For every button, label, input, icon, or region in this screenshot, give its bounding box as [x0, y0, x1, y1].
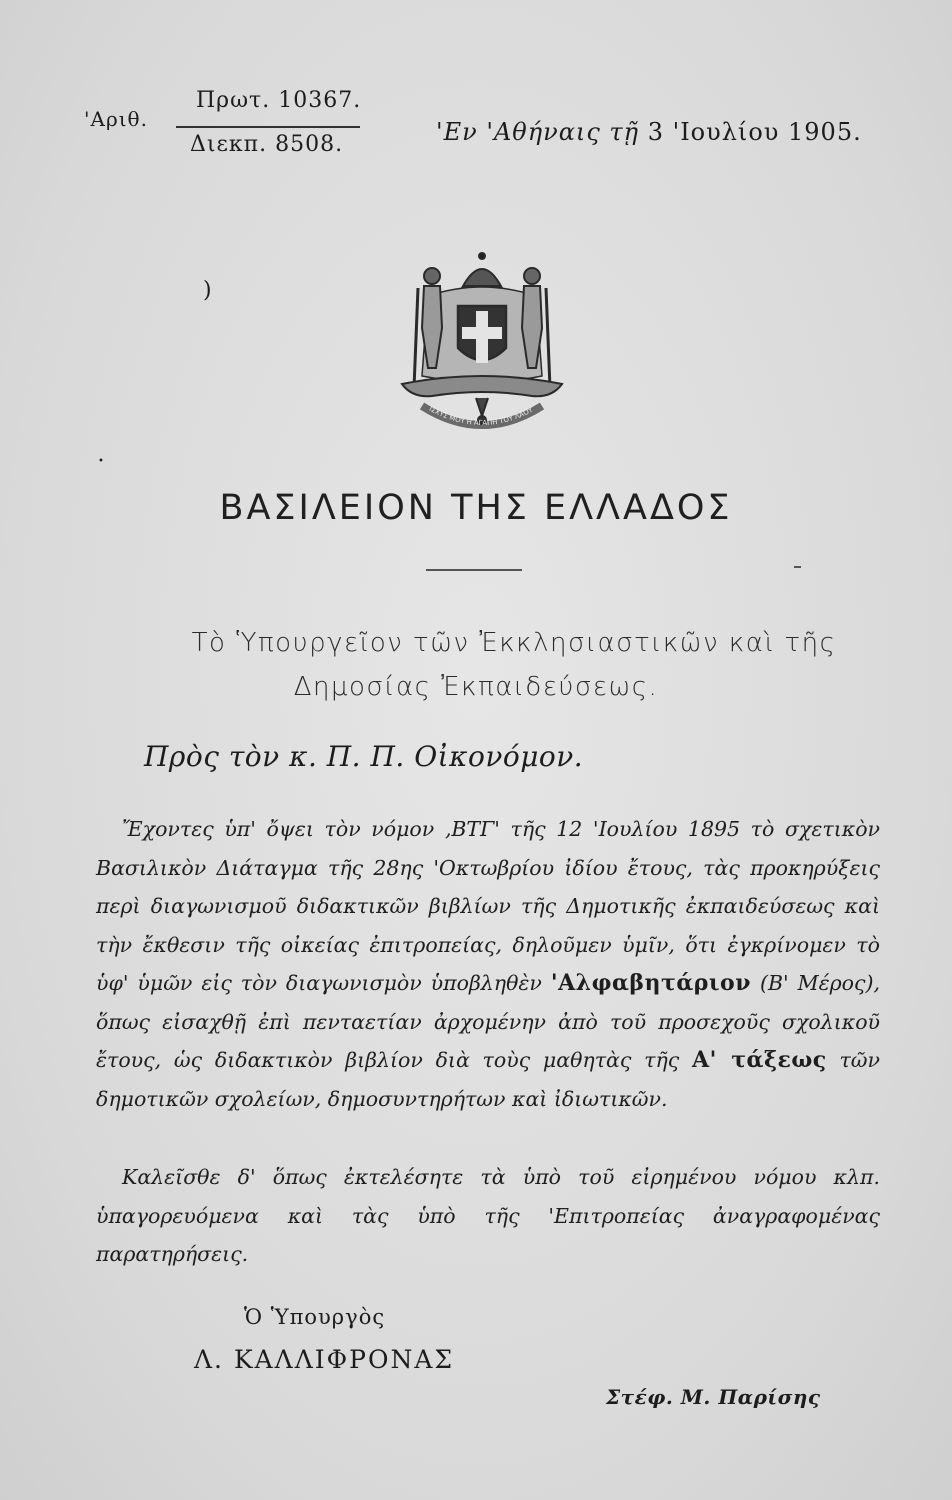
- main-paragraph: [96, 810, 880, 1118]
- ministry-line-1: Τὸ Ὑπουργεῖον τῶν Ἐκκλησιαστικῶν καὶ τῆς: [191, 628, 837, 658]
- secretary-signature: Στέφ. Μ. Παρίσης: [606, 1385, 821, 1409]
- paragraph-text-1: Ἔχοντες ὑπ' ὄψει τὸν νόμον ‚ΒΤΓ' τῆς 12 'Ιουλίου 1895 τὸ σχετικὸν Βασιλικὸν Διάταγμα τῆς 28ης 'Οκτωβρίου ἰδίου ἔτους, τὰς προκηρύξεις περὶ διαγωνισμοῦ διδακτικῶν βιβλίων τῆς Δημοτικῆς ἐκπαιδεύσεως καὶ τὴν ἔκθεσιν τῆς οἰκείας ἐπιτροπείας, δηλοῦμεν ὑμῖν, ὅτι ἐγκρίνομεν τὸ ὑφ' ὑμῶν εἰς τὸν διαγωνισμὸν ὑποβληθὲν: [96, 817, 880, 995]
- grade-label: Α' τάξεως: [692, 1047, 827, 1073]
- kingdom-heading: ΒΑΣΙΛΕΙΟΝ ΤΗΣ ΕΛΛΑΔΟΣ: [219, 488, 733, 528]
- place-and-date: [436, 118, 862, 146]
- heading-rule: [426, 569, 522, 571]
- crest-motto: ΙΣΧΥΣ ΜΟΥ Η ΑΓΑΠΗ ΤΟΥ ΛΑΟΥ: [427, 404, 535, 428]
- paragraph-text-2: (Β' Μέρος), ὅπως εἰσαχθῇ ἐπὶ πενταετίαν ἀρχομένην ἀπὸ τοῦ προσεχοῦς σχολικοῦ ἔτους, ὡς διδακτικὸν βιβλίον διὰ τοὺς μαθητὰς τῆς: [96, 971, 880, 1072]
- royal-coat-of-arms-icon: [392, 248, 572, 444]
- book-title: 'Αλφαβητάριον: [550, 970, 751, 996]
- issue-date: 3 'Ιουλίου 1905.: [647, 118, 862, 146]
- closing-paragraph: Καλεῖσθε δ' ὅπως ἐκτελέσητε τὰ ὑπὸ τοῦ εἰρημένου νόμου κλπ. ὑπαγορευόμενα καὶ τὰς ὑπὸ τῆς 'Επιτροπείας ἀναγραφομένας παρατηρήσεις.: [96, 1165, 880, 1266]
- margin-dash: [794, 566, 801, 568]
- minister-name: Λ. ΚΑΛΛΙΦΡΟΝΑΣ: [194, 1345, 455, 1374]
- ministry-line-2: Δημοσίας Ἐκπαιδεύσεως.: [293, 672, 659, 702]
- stray-mark: ): [203, 278, 212, 303]
- place-prefix: 'Εν: [436, 118, 478, 146]
- place-city: 'Αθήναις τῇ: [486, 118, 640, 146]
- margin-dot: •: [98, 456, 104, 467]
- addressee: Πρὸς τὸν κ. Π. Π. Οἰκονόμον.: [144, 740, 584, 773]
- minister-title: Ὁ Ὑπουργὸς: [244, 1305, 386, 1329]
- reference-label: 'Αριθ.: [84, 107, 148, 131]
- reference-divider: [176, 126, 360, 128]
- dispatch-number: Διεκπ. 8508.: [190, 132, 344, 157]
- paragraph-text-3: τῶν δημοτικῶν σχολείων, δημοσυντηρήτων καὶ ἰδιωτικῶν.: [96, 1048, 880, 1111]
- protocol-number: Πρωτ. 10367.: [196, 88, 362, 113]
